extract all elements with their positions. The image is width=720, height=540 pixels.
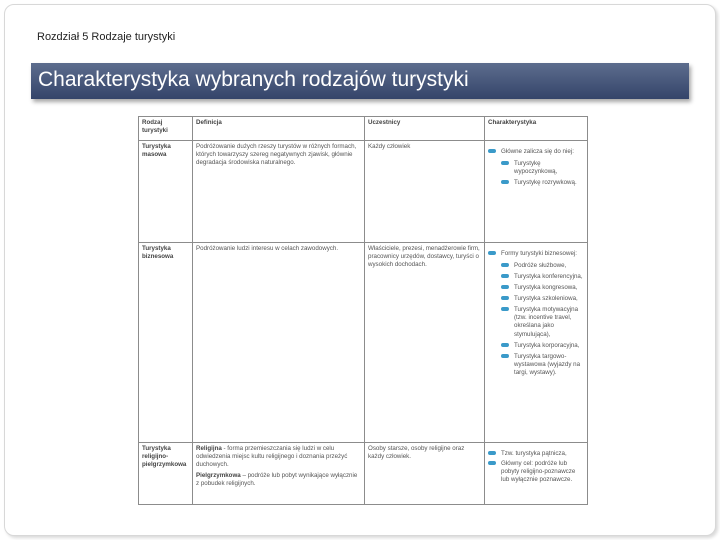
list-item: Turystyka szkoleniowa, <box>501 295 584 303</box>
list-item: Formy turystyki biznesowej: Podróże służbowe, Turystyka konferencyjna, Turystyka kongresowa, Turystyka szkoleniowa, Turystyka motywacyjna (tzw. incentive travel, określana jako stymulująca), Turystyka korporacyjna, Turystyka targowo-wystawowa (wyjazdy na targi, wystawy). <box>488 250 584 377</box>
row-type: Turystyka biznesowa <box>139 243 193 443</box>
row-definition: Podróżowanie ludzi interesu w celach zawodowych. <box>193 243 365 443</box>
bullet-icon <box>488 251 496 255</box>
bullet-icon <box>501 307 509 311</box>
row-definition: Religijna - forma przemieszczania się ludzi w celu odwiedzenia miejsc kultu religijnego i doznania przeżyć duchowych. Pielgrzymkowa – podróże lub pobyt wynikające wyłącznie z pobudek religijnych. <box>193 443 365 505</box>
row-characteristics <box>485 443 588 505</box>
bullet-icon <box>501 296 509 300</box>
row-type: Turystyka masowa <box>139 141 193 243</box>
slide-title: Charakterystyka wybranych rodzajów turystyki <box>38 68 469 91</box>
list-item: Główny cel: podróże lub pobyty religijno-poznawcze lub wyłącznie poznawcze. <box>488 460 584 484</box>
bullet-icon <box>488 451 496 455</box>
row-participants: Właściciele, prezesi, menadżerowie firm, pracownicy urzędów, dostawcy, turyści o wysokich dochodach. <box>365 243 485 443</box>
table-row <box>139 243 588 443</box>
list-item: Turystykę wypoczynkową, <box>501 160 584 176</box>
tourism-table <box>138 116 588 505</box>
list-item: Tzw. turystyka pątnicza, <box>488 450 584 458</box>
table-row <box>139 141 588 243</box>
list-item: Główne zalicza się do niej: Turystykę wypoczynkową, Turystykę rozrywkową. <box>488 148 584 187</box>
row-participants: Każdy człowiek <box>365 141 485 243</box>
row-participants: Osoby starsze, osoby religijne oraz każdy człowiek. <box>365 443 485 505</box>
bullet-icon <box>501 263 509 267</box>
bullet-icon <box>501 285 509 289</box>
row-characteristics <box>485 243 588 443</box>
bullet-icon <box>501 161 509 165</box>
list-item: Turystykę rozrywkową. <box>501 179 584 187</box>
bullet-icon <box>501 274 509 278</box>
list-item: Turystyka targowo-wystawowa (wyjazdy na targi, wystawy). <box>501 353 584 377</box>
bullet-icon <box>488 149 496 153</box>
bullet-icon <box>501 180 509 184</box>
title-bar <box>31 63 689 99</box>
list-item: Turystyka kongresowa, <box>501 284 584 292</box>
header-type: Rodzaj turystyki <box>139 117 193 141</box>
list-item: Turystyka korporacyjna, <box>501 342 584 350</box>
list-item: Podróże służbowe, <box>501 262 584 270</box>
row-type: Turystyka religijno-pielgrzymkowa <box>139 443 193 505</box>
table-row <box>139 443 588 505</box>
bullet-icon <box>488 461 496 465</box>
header-characteristics: Charakterystyka <box>485 117 588 141</box>
chapter-label: Rozdział 5 Rodzaje turystyki <box>37 31 176 43</box>
list-item: Turystyka konferencyjna, <box>501 273 584 281</box>
list-item: Turystyka motywacyjna (tzw. incentive travel, określana jako stymulująca), <box>501 306 584 338</box>
header-definition: Definicja <box>193 117 365 141</box>
row-characteristics <box>485 141 588 243</box>
bullet-icon <box>501 354 509 358</box>
row-definition: Podróżowanie dużych rzeszy turystów w różnych formach, których towarzyszy szereg negatywnych zjawisk, głównie degradacja środowiska naturalnego. <box>193 141 365 243</box>
bullet-icon <box>501 343 509 347</box>
table-header-row <box>139 117 588 141</box>
header-participants: Uczestnicy <box>365 117 485 141</box>
